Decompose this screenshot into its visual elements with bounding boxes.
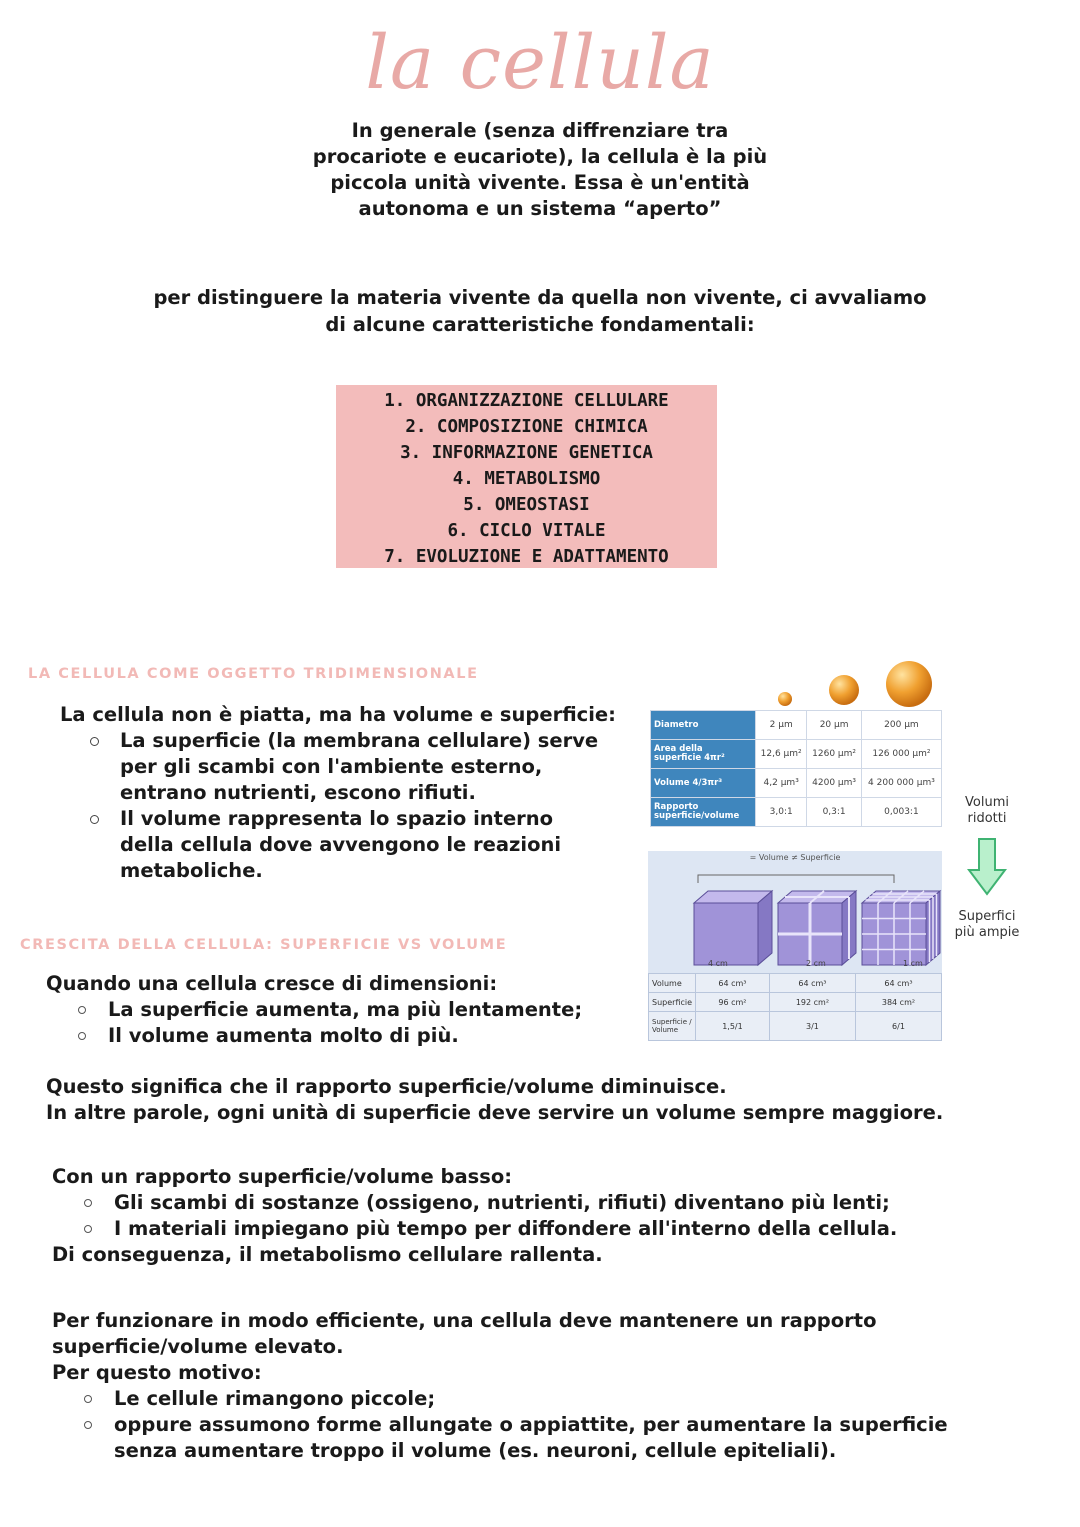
table-row	[651, 711, 942, 740]
cube-data-table	[648, 973, 942, 1041]
section2-bullet	[46, 1023, 646, 1049]
ratio-paragraph	[46, 1074, 1046, 1126]
bullet-line: oppure assumono forme allungate o appiattite, per aumentare la superficie	[114, 1413, 948, 1436]
side-label-line: ridotti	[967, 811, 1007, 826]
table-cell: 3/1	[769, 1012, 855, 1041]
table-cell: 64 cm³	[855, 974, 941, 993]
section-heading-3d: LA CELLULA COME OGGETTO TRIDIMENSIONALE	[28, 666, 479, 682]
low-ratio-paragraph	[52, 1164, 1052, 1268]
sphere-small	[778, 692, 792, 706]
table-cell: 2 μm	[756, 711, 807, 740]
table-cell: 4 200 000 μm³	[861, 769, 941, 798]
intro-paragraph	[240, 118, 840, 222]
cube-caption: = Volume ≠ Superficie	[749, 853, 841, 862]
cubes-illustration	[648, 863, 942, 969]
table-cell: 12,6 μm²	[756, 740, 807, 769]
table-cell: 384 cm²	[855, 993, 941, 1012]
side-label-line: Superfici	[958, 909, 1016, 924]
table-cell: 20 μm	[807, 711, 862, 740]
section2-text	[46, 971, 646, 1049]
cube-size-label: 4 cm	[708, 959, 728, 968]
characteristics-box	[336, 385, 717, 568]
cube-small	[862, 891, 940, 965]
efficient-line: superficie/volume elevato.	[52, 1335, 344, 1358]
characteristic-item: 2. COMPOSIZIONE CHIMICA	[405, 417, 648, 437]
surface-volume-figure	[645, 655, 945, 1045]
page-title: la cellula	[365, 20, 715, 106]
table-cell: 192 cm²	[769, 993, 855, 1012]
table-cell: 96 cm²	[696, 993, 770, 1012]
row-header: Volume 4/3πr³	[651, 769, 756, 798]
cube-size-label: 2 cm	[806, 959, 826, 968]
bullet-circle-icon	[90, 737, 99, 746]
bullet-line: I materiali impiegano più tempo per diffondere all'interno della cellula.	[114, 1217, 898, 1240]
distinguish-line: di alcune caratteristiche fondamentali:	[325, 313, 755, 336]
bullet-line: metaboliche.	[120, 859, 263, 882]
characteristic-item: 3. INFORMAZIONE GENETICA	[400, 443, 653, 463]
table-row	[651, 798, 942, 827]
table-cell: 4200 μm³	[807, 769, 862, 798]
bullet-circle-icon	[84, 1199, 92, 1207]
distinguish-paragraph	[100, 284, 980, 338]
cube-large	[694, 891, 772, 965]
row-header: Diametro	[651, 711, 756, 740]
bullet-line: Il volume aumenta molto di più.	[108, 1024, 459, 1047]
sphere-large	[886, 661, 932, 707]
cube-panel	[648, 851, 942, 1039]
characteristic-item: 4. METABOLISMO	[452, 469, 601, 489]
bullet-line: La superficie (la membrana cellulare) serve	[120, 729, 599, 752]
bullet-circle-icon	[78, 1006, 86, 1014]
bullet-line: Il volume rappresenta lo spazio interno	[120, 807, 554, 830]
bullet-line: per gli scambi con l'ambiente esterno,	[120, 755, 543, 778]
side-label-volumes	[950, 795, 1024, 827]
ratio-line: Questo significa che il rapporto superficie/volume diminuisce.	[46, 1075, 727, 1098]
intro-line: piccola unità vivente. Essa è un'entità	[330, 171, 750, 194]
table-cell: 1260 μm²	[807, 740, 862, 769]
distinguish-line: per distinguere la materia vivente da quella non vivente, ci avvaliamo	[153, 286, 927, 309]
row-header: Superficie / Volume	[649, 1012, 696, 1041]
table-row	[649, 993, 942, 1012]
table-cell: 1,5/1	[696, 1012, 770, 1041]
intro-line: In generale (senza diffrenziare tra	[351, 119, 729, 142]
bullet-line: Gli scambi di sostanze (ossigeno, nutrienti, rifiuti) diventano più lenti;	[114, 1191, 890, 1214]
table-cell: 64 cm³	[696, 974, 770, 993]
spheres-illustration	[645, 655, 945, 710]
side-label-surfaces	[946, 909, 1028, 941]
section1-bullet	[60, 806, 640, 884]
characteristic-item: 5. OMEOSTASI	[463, 495, 590, 515]
table-cell: 3,0:1	[756, 798, 807, 827]
characteristic-item: 6. CICLO VITALE	[447, 521, 606, 541]
table-cell: 0,3:1	[807, 798, 862, 827]
characteristic-item: 7. EVOLUZIONE E ADATTAMENTO	[384, 547, 669, 567]
table-row	[651, 740, 942, 769]
characteristics-list	[336, 385, 717, 570]
low-ratio-bullet	[52, 1190, 1052, 1216]
table-cell: 0,003:1	[861, 798, 941, 827]
low-ratio-intro: Con un rapporto superficie/volume basso:	[52, 1165, 513, 1188]
bullet-circle-icon	[90, 815, 99, 824]
bullet-line: entrano nutrienti, escono rifiuti.	[120, 781, 476, 804]
table-cell: 6/1	[855, 1012, 941, 1041]
section1-bullet	[60, 728, 640, 806]
bullet-line: della cellula dove avvengono le reazioni	[120, 833, 562, 856]
bullet-circle-icon	[84, 1421, 92, 1429]
bullet-circle-icon	[78, 1032, 86, 1040]
low-ratio-conclusion: Di conseguenza, il metabolismo cellulare rallenta.	[52, 1243, 603, 1266]
efficient-bullet	[52, 1386, 1062, 1412]
section1-text	[60, 702, 640, 884]
efficient-line: Per funzionare in modo efficiente, una cellula deve mantenere un rapporto	[52, 1309, 877, 1332]
section1-intro: La cellula non è piatta, ma ha volume e superficie:	[60, 703, 616, 726]
table-cell: 4,2 μm³	[756, 769, 807, 798]
efficient-paragraph	[52, 1308, 1062, 1464]
intro-line: procariote e eucariote), la cellula è la più	[312, 145, 768, 168]
intro-line: autonoma e un sistema “aperto”	[358, 197, 722, 220]
cube-medium	[778, 891, 856, 965]
efficient-line: Per questo motivo:	[52, 1361, 262, 1384]
table-row	[651, 769, 942, 798]
low-ratio-bullet	[52, 1216, 1052, 1242]
bullet-circle-icon	[84, 1225, 92, 1233]
row-header: Rapporto superficie/volume	[651, 798, 756, 827]
table-cell: 126 000 μm²	[861, 740, 941, 769]
down-arrow-icon	[966, 836, 1008, 898]
sphere-medium	[829, 675, 859, 705]
table-row	[649, 1012, 942, 1041]
row-header: Volume	[649, 974, 696, 993]
bullet-line: La superficie aumenta, ma più lentamente;	[108, 998, 583, 1021]
section2-bullet	[46, 997, 646, 1023]
bullet-line: Le cellule rimangono piccole;	[114, 1387, 436, 1410]
bullet-circle-icon	[84, 1395, 92, 1403]
section2-intro: Quando una cellula cresce di dimensioni:	[46, 972, 498, 995]
table-row	[649, 974, 942, 993]
row-header: Superficie	[649, 993, 696, 1012]
efficient-bullet	[52, 1412, 1062, 1464]
ratio-line: In altre parole, ogni unità di superficie deve servire un volume sempre maggiore.	[46, 1101, 944, 1124]
bullet-line: senza aumentare troppo il volume (es. neuroni, cellule epiteliali).	[114, 1439, 837, 1462]
cube-size-label: 1 cm	[903, 959, 923, 968]
side-label-line: Volumi	[965, 795, 1009, 810]
table-cell: 64 cm³	[769, 974, 855, 993]
table-cell: 200 μm	[861, 711, 941, 740]
characteristic-item: 1. ORGANIZZAZIONE CELLULARE	[384, 391, 669, 411]
sphere-data-table	[650, 710, 942, 827]
section-heading-growth: CRESCITA DELLA CELLULA: SUPERFICIE VS VOLUME	[20, 937, 508, 953]
row-header: Area della superficie 4πr²	[651, 740, 756, 769]
side-label-line: più ampie	[954, 925, 1020, 940]
